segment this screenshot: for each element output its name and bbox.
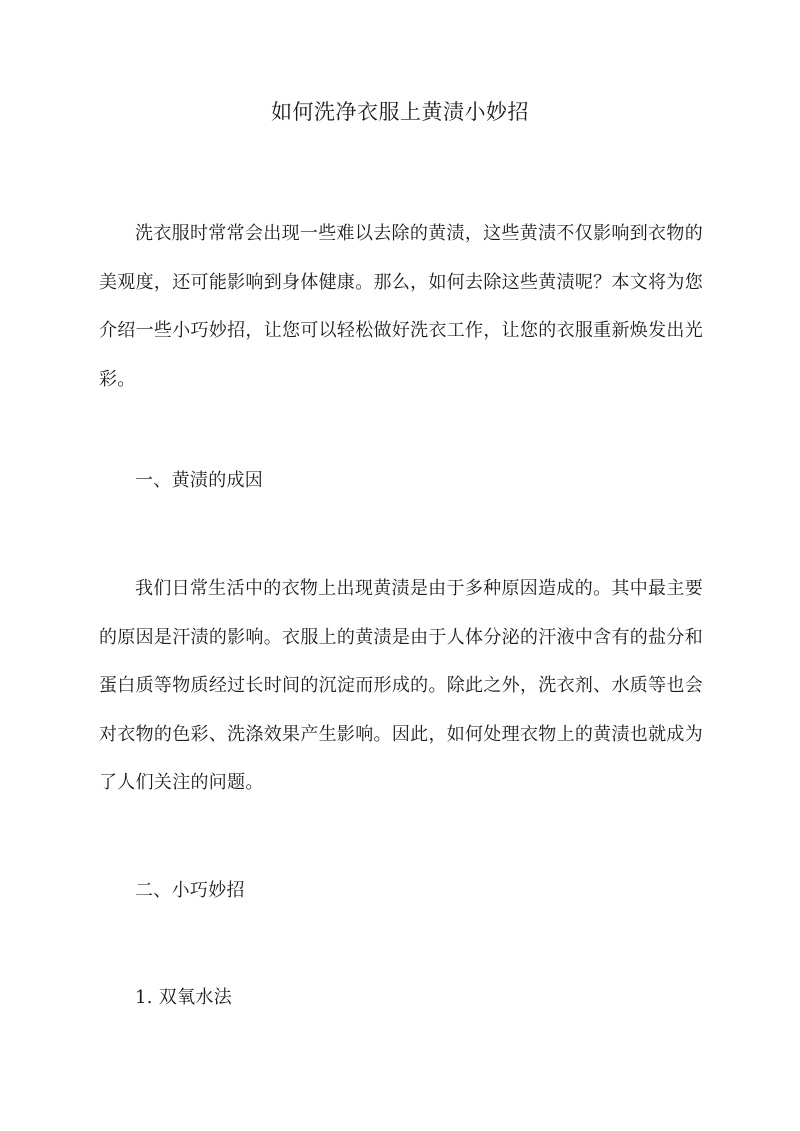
section-heading-tips: 二、小巧妙招 xyxy=(135,880,245,901)
subsection-heading-hydrogen-peroxide: 1. 双氧水法 xyxy=(135,987,232,1008)
section-heading-causes: 一、黄渍的成因 xyxy=(135,470,264,491)
document-title: 如何洗净衣服上黄渍小妙招 xyxy=(271,100,529,124)
causes-paragraph: 我们日常生活中的衣物上出现黄渍是由于多种原因造成的。其中最主要的原因是汗渍的影响。衣服上的黄渍是由于人体分泌的汗液中含有的盐分和蛋白质等物质经过长时间的沉淀而形成的。除此之外，洗衣剂、水质等也会对衣物的色彩、洗涤效果产生影响。因此，如何处理衣物上的黄渍也就成为了人们关注的问题。 xyxy=(99,578,703,793)
intro-paragraph: 洗衣服时常常会出现一些难以去除的黄渍，这些黄渍不仅影响到衣物的美观度，还可能影响到身体健康。那么，如何去除这些黄渍呢？本文将为您介绍一些小巧妙招，让您可以轻松做好洗衣工作，让您的衣服重新焕发出光彩。 xyxy=(99,223,703,390)
